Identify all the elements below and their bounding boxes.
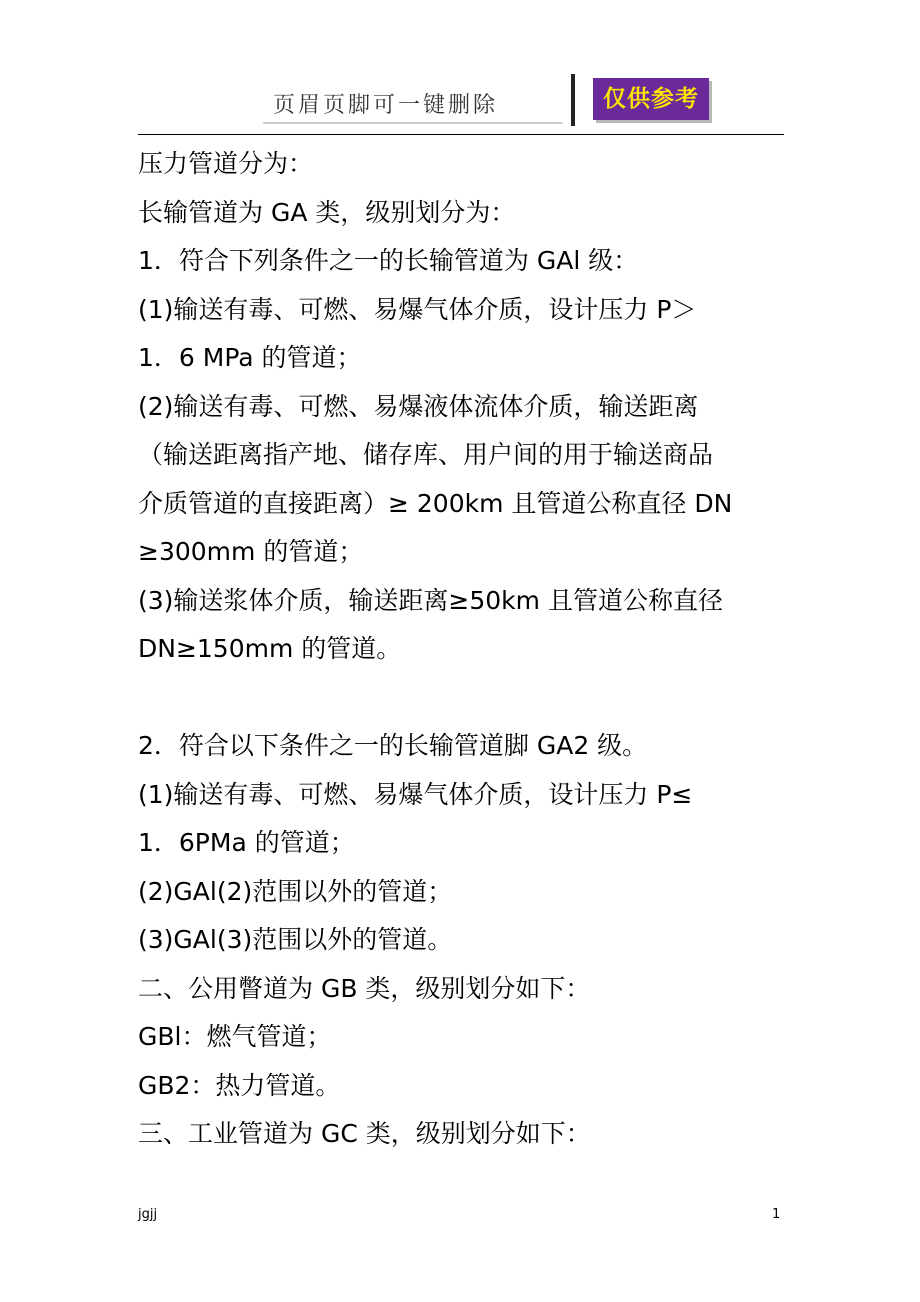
body-line: (3)输送浆体介质，输送距离≥50km 且管道公称直径 — [138, 585, 723, 615]
body-line: GB2：热力管道。 — [138, 1070, 341, 1100]
page-number: 1 — [772, 1207, 781, 1222]
body-line: 长输管道为 GA 类，级别划分为： — [138, 197, 516, 227]
page-header — [138, 70, 784, 136]
body-line: (1)输送有毒、可燃、易爆气体介质，设计压力 P≤ — [138, 779, 693, 809]
body-line: 压力管道分为： — [138, 149, 314, 178]
body-line: 1．6 MPa 的管道； — [138, 343, 362, 372]
body-line: (2)GAl(2)范围以外的管道； — [138, 876, 453, 906]
blank-line — [138, 674, 784, 723]
body-line: (1)输送有毒、可燃、易爆气体介质，设计压力 P＞ — [138, 294, 697, 324]
header-rule — [138, 134, 784, 135]
body-line: 1．6PMa 的管道； — [138, 828, 355, 857]
body-line: 二、公用瞥道为 GB 类，级别划分如下： — [138, 973, 591, 1003]
body-line: DN≥150mm 的管道。 — [138, 634, 402, 663]
body-line: ≥300mm 的管道； — [138, 537, 364, 566]
reference-only-badge: 仅供参考 — [593, 78, 709, 120]
body-line: GBl：燃气管道； — [138, 1022, 332, 1051]
body-line: (3)GAl(3)范围以外的管道。 — [138, 925, 453, 954]
body-line: 介质管道的直接距离）≥ 200km 且管道公称直径 DN — [138, 488, 733, 518]
footer-label: jgjj — [138, 1207, 158, 1222]
body-line: 三、工业管道为 GC 类，级别划分如下： — [138, 1119, 591, 1148]
body-line: 1．符合下列条件之一的长输管道为 GAl 级： — [138, 246, 639, 275]
header-text-underline — [263, 122, 563, 124]
body-line: 2．符合以下条件之一的长输管道脚 GA2 级。 — [138, 731, 648, 760]
header-divider-bar — [571, 74, 575, 126]
body-line: (2)输送有毒、可燃、易爆液体流体介质，输送距离 — [138, 391, 699, 421]
document-body — [138, 140, 784, 1159]
body-line: （输送距离指产地、储存库、用户间的用于输送商品 — [138, 440, 714, 469]
header-text: 页眉页脚可一键删除 — [273, 93, 499, 118]
